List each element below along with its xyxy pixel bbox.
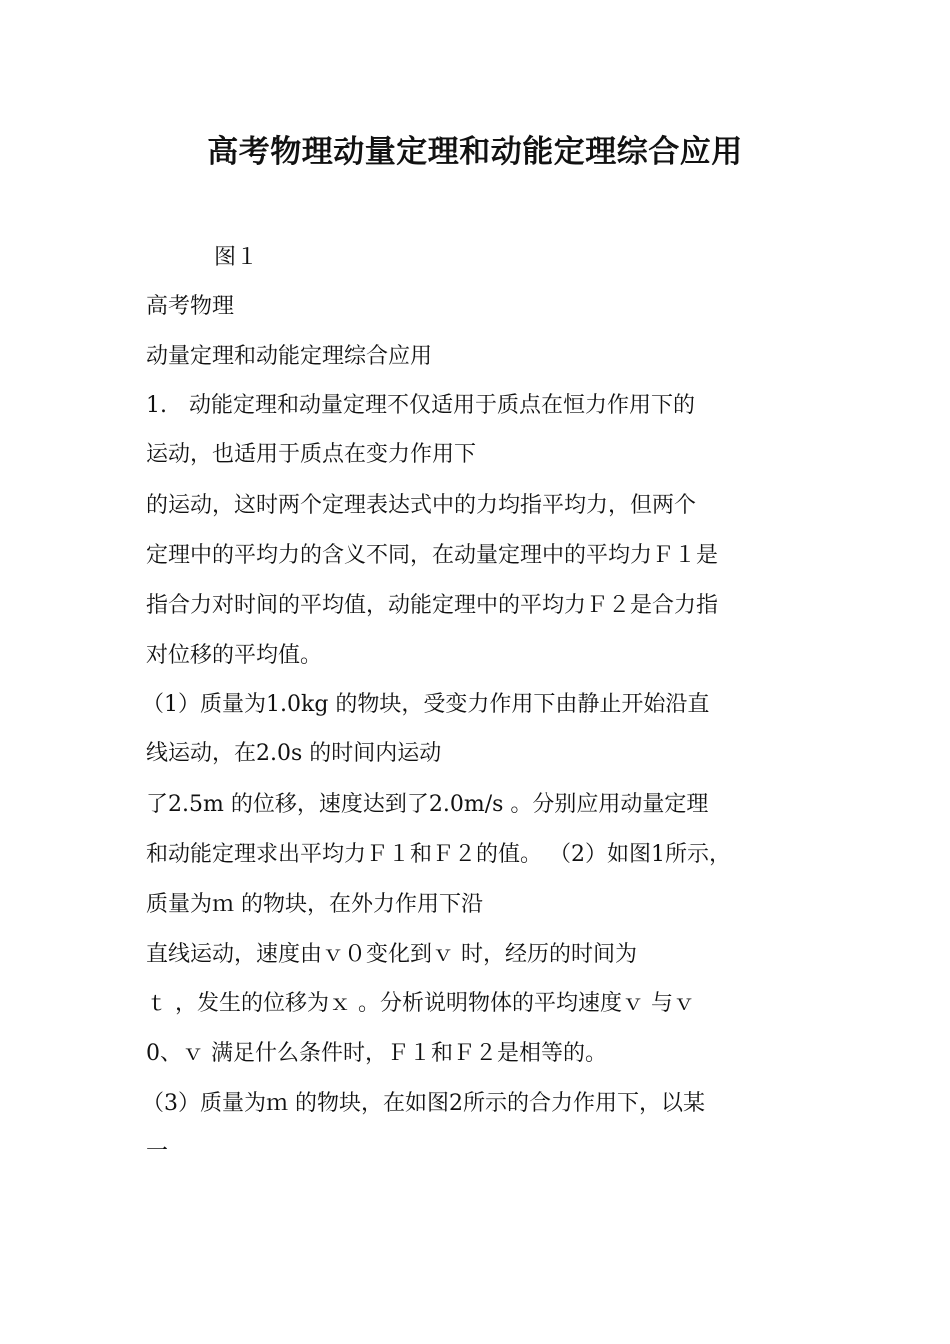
text-line: 线运动，在2.0s 的时间内运动 (146, 741, 442, 766)
text-line: 对位移的平均值。 (146, 643, 323, 668)
text-line: 定理中的平均力的含义不同，在动量定理中的平均力Ｆ１是 (146, 543, 719, 568)
text-line: （1）质量为1.0kg 的物块，受变力作用下由静止开始沿直 (142, 692, 710, 717)
document-title: 高考物理动量定理和动能定理综合应用 (207, 134, 743, 170)
figure-caption: 图１ (214, 245, 259, 270)
text-line: 动量定理和动能定理综合应用 (146, 344, 433, 369)
text-line: 高考物理 (146, 294, 235, 319)
text-line: 运动，也适用于质点在变力作用下 (146, 442, 477, 467)
text-line: 1. 动能定理和动量定理不仅适用于质点在恒力作用下的 (146, 393, 695, 418)
text-line: 指合力对时间的平均值，动能定理中的平均力Ｆ２是合力指 (146, 593, 719, 618)
text-line: 质量为ｍ 的物块，在外力作用下沿 (146, 892, 483, 917)
text-line: 0、ｖ 满足什么条件时，Ｆ１和Ｆ２是相等的。 (146, 1041, 607, 1066)
text-line: （3）质量为ｍ 的物块，在如图2所示的合力作用下，以某 (142, 1091, 705, 1116)
text-line: 一 (146, 1139, 169, 1164)
text-line: 直线运动，速度由ｖ０变化到ｖ 时，经历的时间为 (146, 942, 637, 967)
text-line: 和动能定理求出平均力Ｆ１和Ｆ２的值。 （2）如图1所示， (146, 842, 731, 867)
text-line: 了2.5m 的位移，速度达到了2.0m/s 。分别应用动量定理 (146, 792, 709, 817)
text-line: 的运动，这时两个定理表达式中的力均指平均力，但两个 (146, 493, 697, 518)
text-line: ｔ ，发生的位移为ｘ 。分析说明物体的平均速度ｖ 与ｖ (146, 991, 695, 1016)
